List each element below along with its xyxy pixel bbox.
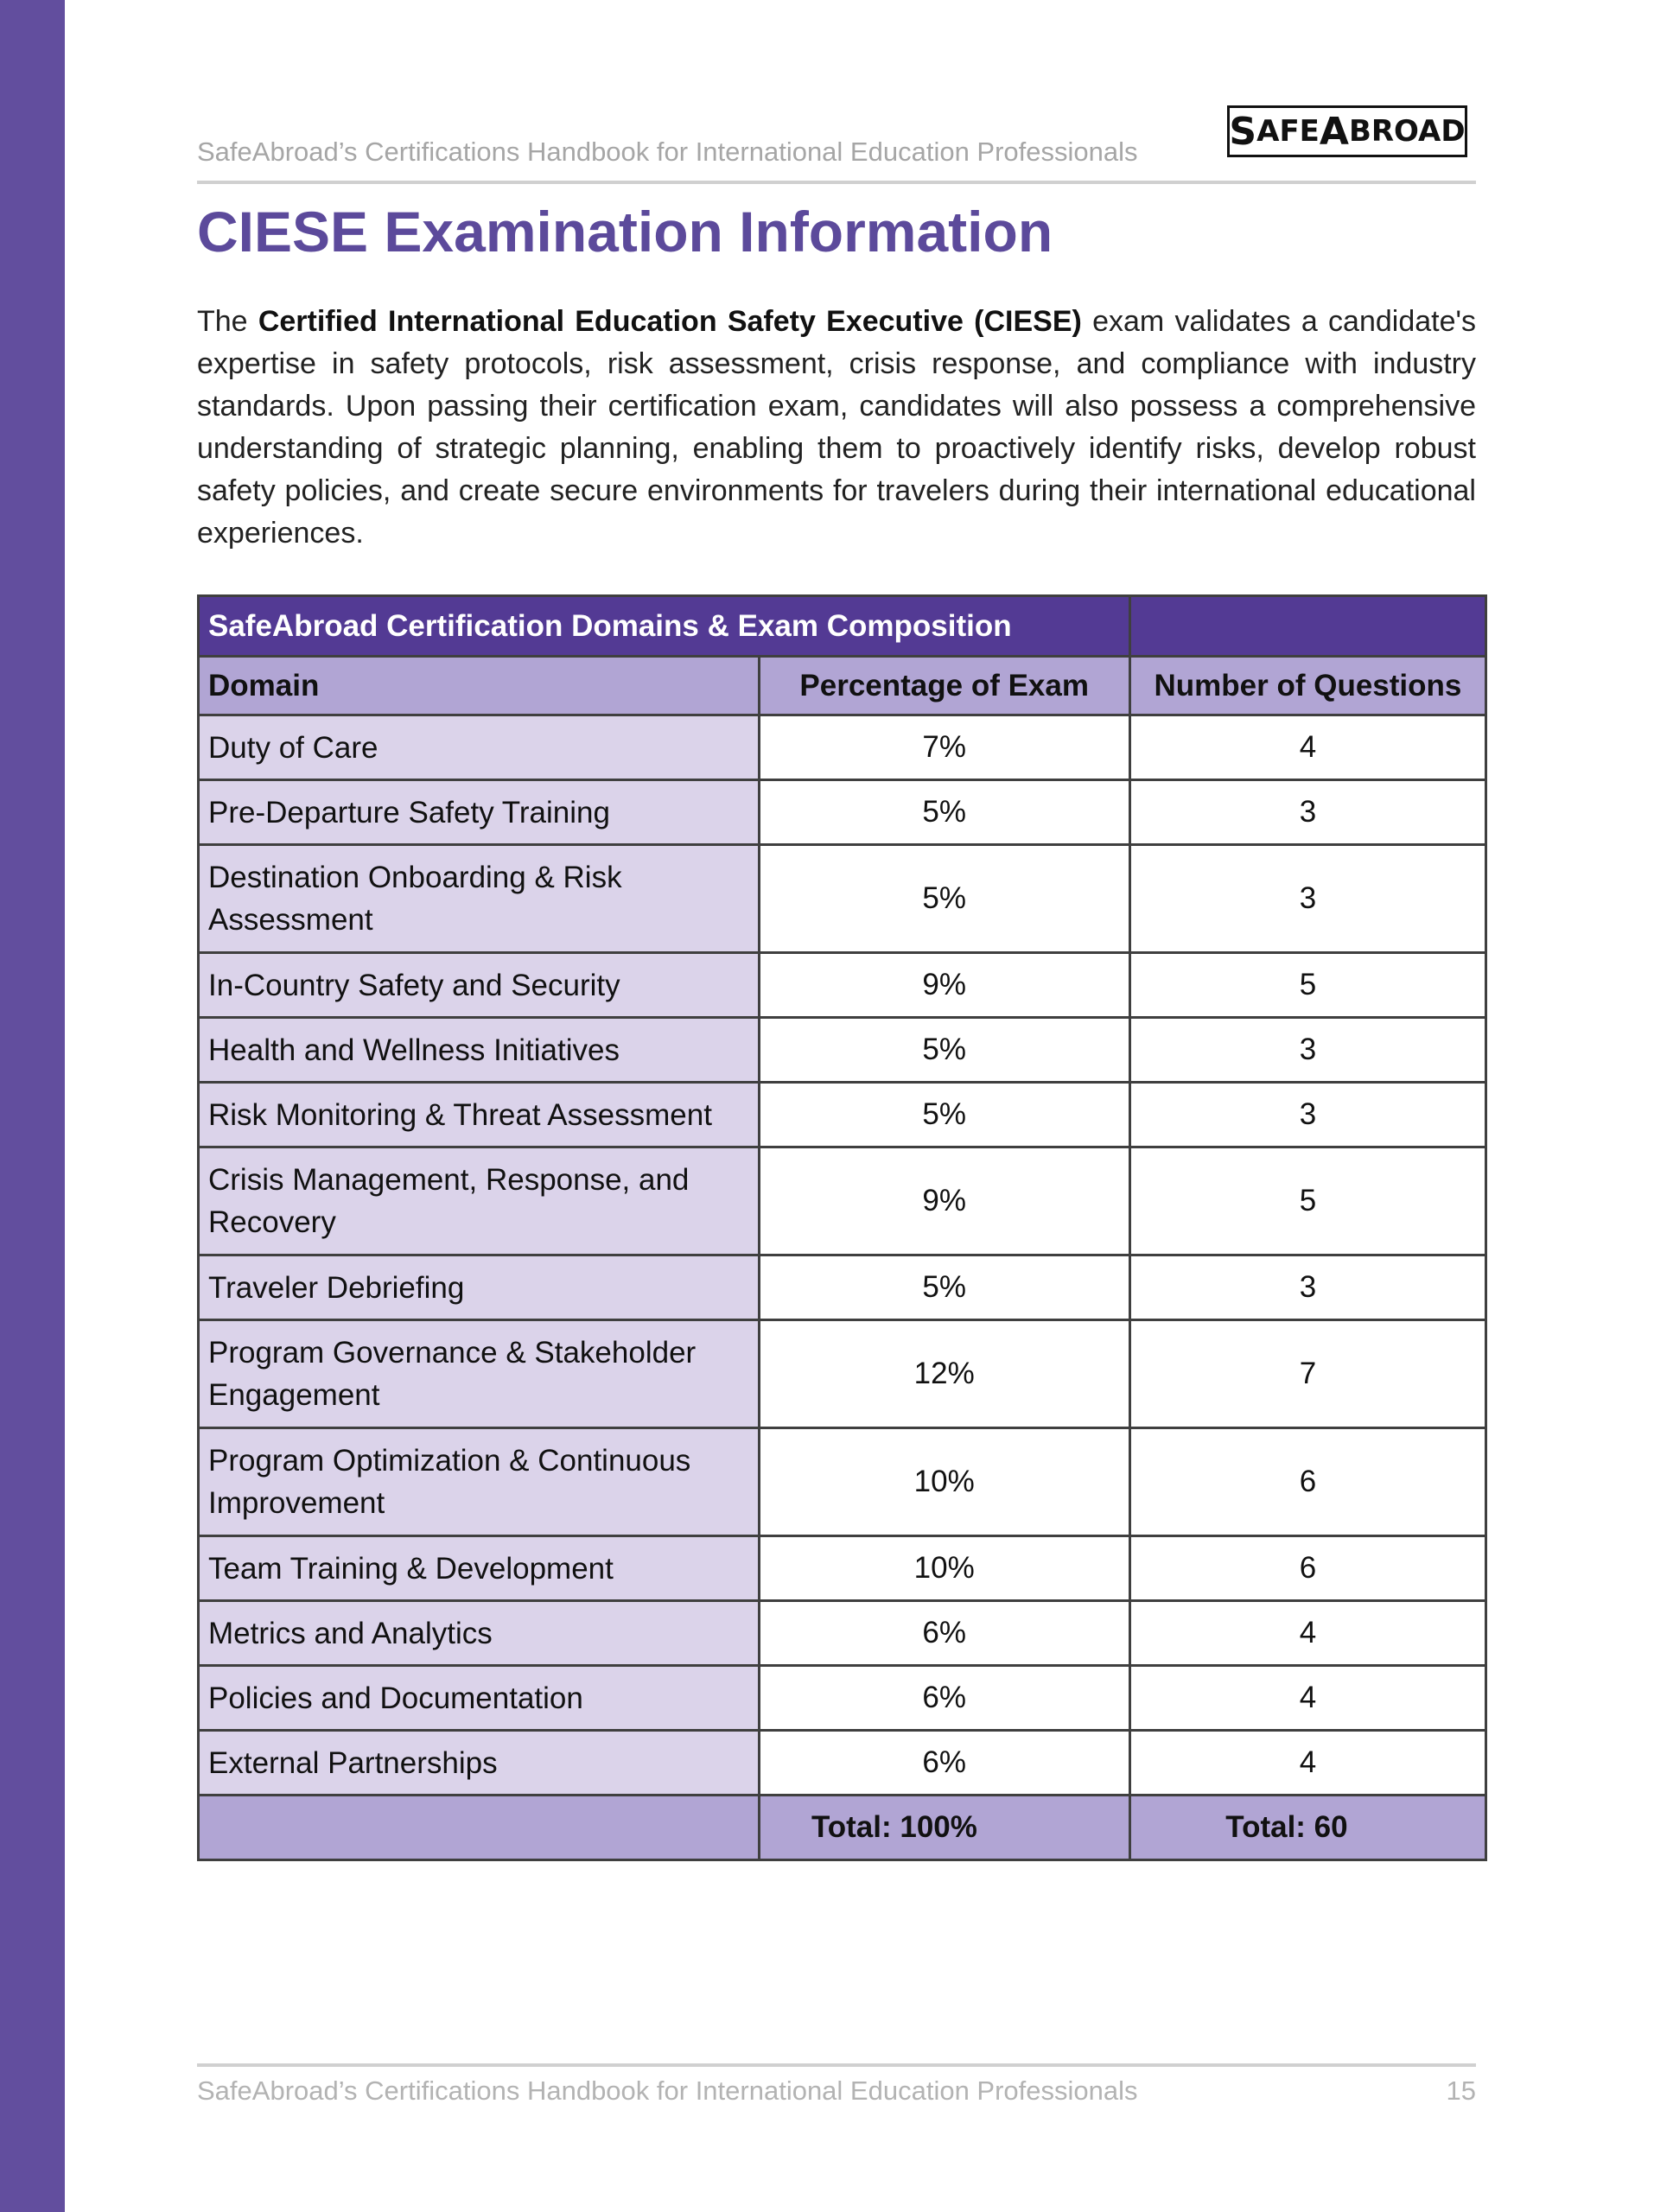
questions-cell: 7 (1129, 1320, 1485, 1428)
percentage-cell: 10% (759, 1536, 1129, 1601)
table-row (199, 953, 1486, 1018)
domain-cell: Crisis Management, Response, and Recovery (199, 1147, 760, 1255)
questions-cell: 5 (1129, 953, 1485, 1018)
domain-cell: Destination Onboarding & Risk Assessment (199, 845, 760, 953)
percentage-cell: 5% (759, 1255, 1129, 1320)
table-row (199, 1428, 1486, 1536)
intro-body: exam validates a candidate's expertise in safety protocols, risk assessment, crisis response, and compliance with industry standards. Upon passing their certification exam, candidates will also possess a comprehensive understanding of strategic planning, enabling them to proactively identify risks, develop robust safety policies, and create secure environments for travelers during their international educational experiences. (197, 305, 1476, 550)
table-row (199, 780, 1486, 845)
page-number: 15 (1446, 2075, 1476, 2106)
page-title: CIESE Examination Information (197, 200, 1053, 264)
domain-cell: Team Training & Development (199, 1536, 760, 1601)
questions-cell: 3 (1129, 845, 1485, 953)
domain-cell: Policies and Documentation (199, 1666, 760, 1731)
percentage-cell: 9% (759, 1147, 1129, 1255)
side-accent-bar (0, 0, 65, 2212)
domain-cell: In-Country Safety and Security (199, 953, 760, 1018)
percentage-cell: 5% (759, 845, 1129, 953)
domain-cell: Health and Wellness Initiatives (199, 1018, 760, 1083)
percentage-cell: 9% (759, 953, 1129, 1018)
domain-cell: Program Optimization & Continuous Improvement (199, 1428, 760, 1536)
percentage-cell: 7% (759, 715, 1129, 780)
table-banner: SafeAbroad Certification Domains & Exam Composition (199, 596, 1130, 657)
intro-bold-term: Certified International Education Safety Executive (CIESE) (258, 305, 1082, 338)
table-header-row (199, 657, 1486, 715)
column-header-percentage: Percentage of Exam (759, 657, 1129, 715)
table-row (199, 1666, 1486, 1731)
percentage-cell: 6% (759, 1666, 1129, 1731)
table-row (199, 1255, 1486, 1320)
table-total-row (199, 1796, 1486, 1860)
table-row (199, 1083, 1486, 1147)
footer-divider (197, 2063, 1476, 2067)
questions-cell: 3 (1129, 780, 1485, 845)
questions-cell: 4 (1129, 715, 1485, 780)
exam-composition-table (197, 594, 1487, 1861)
table-row (199, 1601, 1486, 1666)
total-empty-cell (199, 1796, 760, 1860)
questions-cell: 4 (1129, 1601, 1485, 1666)
questions-cell: 6 (1129, 1536, 1485, 1601)
questions-cell: 4 (1129, 1666, 1485, 1731)
table-row (199, 1731, 1486, 1796)
domain-cell: Program Governance & Stakeholder Engagement (199, 1320, 760, 1428)
footer-running-title: SafeAbroad’s Certifications Handbook for International Education Professionals (197, 2075, 1138, 2106)
header-divider (197, 181, 1476, 184)
percentage-cell: 12% (759, 1320, 1129, 1428)
percentage-cell: 6% (759, 1731, 1129, 1796)
domain-cell: External Partnerships (199, 1731, 760, 1796)
percentage-cell: 5% (759, 1083, 1129, 1147)
safeabroad-logo: S AFE A BROAD (1227, 105, 1467, 157)
table-row (199, 845, 1486, 953)
percentage-cell: 6% (759, 1601, 1129, 1666)
intro-lead: The (197, 305, 248, 338)
total-percentage: Total: 100% (759, 1796, 1129, 1860)
domain-cell: Traveler Debriefing (199, 1255, 760, 1320)
total-questions: Total: 60 (1129, 1796, 1485, 1860)
intro-paragraph (197, 301, 1476, 555)
questions-cell: 3 (1129, 1255, 1485, 1320)
percentage-cell: 5% (759, 780, 1129, 845)
table-banner-row (199, 596, 1486, 657)
questions-cell: 4 (1129, 1731, 1485, 1796)
table-row (199, 1536, 1486, 1601)
domain-cell: Metrics and Analytics (199, 1601, 760, 1666)
domain-cell: Duty of Care (199, 715, 760, 780)
table-banner-empty-cell (1129, 596, 1485, 657)
table-row (199, 1147, 1486, 1255)
domain-cell: Pre-Departure Safety Training (199, 780, 760, 845)
table-row (199, 1018, 1486, 1083)
column-header-questions: Number of Questions (1129, 657, 1485, 715)
table-row (199, 1320, 1486, 1428)
percentage-cell: 5% (759, 1018, 1129, 1083)
domain-cell: Risk Monitoring & Threat Assessment (199, 1083, 760, 1147)
questions-cell: 3 (1129, 1083, 1485, 1147)
percentage-cell: 10% (759, 1428, 1129, 1536)
header-running-title: SafeAbroad’s Certifications Handbook for International Education Professionals (197, 137, 1138, 167)
questions-cell: 3 (1129, 1018, 1485, 1083)
questions-cell: 5 (1129, 1147, 1485, 1255)
questions-cell: 6 (1129, 1428, 1485, 1536)
table-row (199, 715, 1486, 780)
column-header-domain: Domain (199, 657, 760, 715)
